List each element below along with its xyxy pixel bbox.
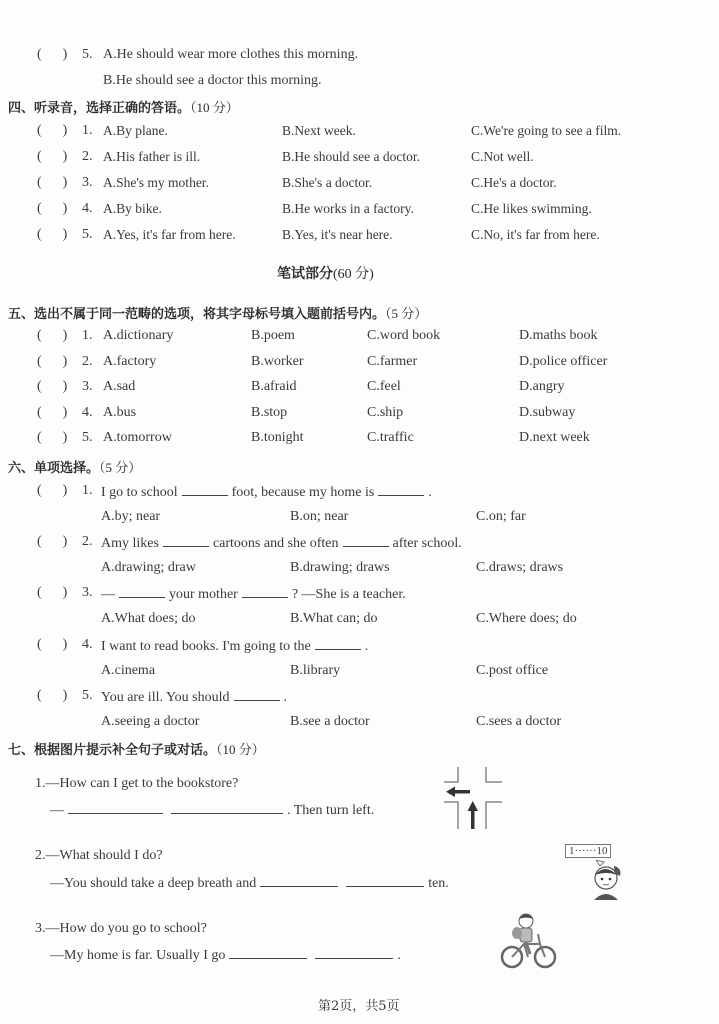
speech-bubble: 1······10 bbox=[565, 844, 611, 858]
option-c: C.He likes swimming. bbox=[471, 201, 592, 216]
question-number: 4. bbox=[82, 404, 93, 420]
question-stem: Amy likes cartoons and she often after school. bbox=[101, 536, 462, 552]
option-b: B.library bbox=[290, 662, 341, 678]
question-number: 5. bbox=[82, 47, 93, 62]
answer-blank[interactable] bbox=[182, 483, 228, 496]
question-number: 2. bbox=[82, 149, 93, 164]
option-b: B.worker bbox=[251, 353, 304, 369]
answer-bracket[interactable]: ( ) bbox=[37, 534, 68, 550]
option-a: A.By bike. bbox=[103, 201, 162, 216]
question-number: 1. bbox=[82, 483, 93, 498]
option-c: C.farmer bbox=[367, 353, 418, 369]
question-number: 4. bbox=[82, 201, 93, 216]
question-number: 1. bbox=[82, 328, 93, 343]
answer-blank[interactable] bbox=[378, 483, 424, 496]
option-b: B.Next week. bbox=[282, 123, 356, 138]
option-a: A.His father is ill. bbox=[103, 149, 201, 164]
written-part-title: 笔试部分(60 分) bbox=[277, 266, 374, 282]
question-number: 5. bbox=[82, 687, 93, 703]
option-a: A.bus bbox=[103, 404, 137, 420]
answer-blank[interactable] bbox=[315, 637, 361, 650]
option-a: A.by; near bbox=[101, 509, 161, 524]
answer-bracket[interactable]: ( ) bbox=[37, 404, 68, 420]
answer-bracket[interactable]: ( ) bbox=[37, 201, 68, 216]
option-d: D.maths book bbox=[519, 328, 598, 343]
section-6-heading: 六、单项选择。（5 分） bbox=[8, 460, 142, 476]
question-number: 3. bbox=[82, 379, 93, 394]
answer-bracket[interactable]: ( ) bbox=[37, 175, 68, 190]
answer-bracket[interactable]: ( ) bbox=[37, 483, 68, 498]
option-b: B.see a doctor bbox=[290, 713, 370, 729]
question-stem: You are ill. You should . bbox=[101, 689, 287, 705]
option-c: C.traffic bbox=[367, 430, 414, 445]
crossroads-arrows-icon bbox=[440, 765, 510, 833]
answer-bracket[interactable]: ( ) bbox=[37, 585, 68, 601]
answer-blank[interactable] bbox=[343, 534, 389, 547]
s7-q3-question: 3.—How do you go to school? bbox=[35, 921, 207, 936]
answer-blank[interactable] bbox=[234, 688, 280, 701]
answer-bracket[interactable]: ( ) bbox=[37, 328, 68, 343]
question-number: 2. bbox=[82, 534, 93, 550]
option-b: B.tonight bbox=[251, 430, 304, 445]
option-a: A.drawing; draw bbox=[101, 560, 196, 576]
option-d: D.police officer bbox=[519, 353, 608, 369]
answer-blank[interactable] bbox=[229, 946, 307, 959]
answer-bracket[interactable]: ( ) bbox=[37, 379, 68, 394]
section-5-heading: 五、选出不属于同一范畴的选项，将其字母标号填入题前括号内。（5 分） bbox=[8, 306, 428, 322]
option-a: A.cinema bbox=[101, 662, 156, 678]
question-number: 4. bbox=[82, 636, 93, 652]
question-stem: I want to read books. I'm going to the . bbox=[101, 638, 369, 654]
option-d: D.angry bbox=[519, 379, 565, 394]
answer-blank[interactable] bbox=[260, 874, 338, 887]
option-b: B.He works in a factory. bbox=[282, 201, 414, 216]
option-a: A.Yes, it's far from here. bbox=[103, 227, 236, 242]
answer-blank[interactable] bbox=[346, 874, 424, 887]
question-number: 2. bbox=[82, 353, 93, 369]
section-7-heading: 七、根据图片提示补全句子或对话。（10 分） bbox=[8, 742, 265, 758]
answer-bracket[interactable]: ( ) bbox=[37, 430, 68, 445]
option-a: A.sad bbox=[103, 379, 136, 394]
option-a: A.She's my mother. bbox=[103, 175, 209, 190]
answer-blank[interactable] bbox=[171, 801, 283, 814]
option-c: C.We're going to see a film. bbox=[471, 123, 622, 138]
option-b: B.What can; do bbox=[290, 611, 378, 627]
section-4-heading: 四、听录音，选择正确的答语。（10 分） bbox=[8, 100, 239, 116]
question-stem: I go to school foot, because my home is . bbox=[101, 485, 432, 500]
girl-counting-icon bbox=[586, 860, 631, 902]
s7-q1-question: 1.—How can I get to the bookstore? bbox=[35, 776, 239, 791]
s7-q2-question: 2.—What should I do? bbox=[35, 848, 163, 863]
option-a: A.tomorrow bbox=[103, 430, 172, 445]
answer-bracket[interactable]: ( ) bbox=[37, 149, 68, 164]
question-number: 5. bbox=[82, 227, 93, 242]
option-b: B.Yes, it's near here. bbox=[282, 227, 393, 242]
answer-blank[interactable] bbox=[68, 801, 163, 814]
option-a: A.factory bbox=[103, 353, 157, 369]
s7-q1-answer: — . Then turn left. bbox=[50, 803, 375, 818]
question-number: 5. bbox=[82, 430, 93, 445]
s7-q3-answer: —My home is far. Usually I go . bbox=[50, 948, 401, 963]
question-number: 3. bbox=[82, 175, 93, 190]
option-d: D.next week bbox=[519, 430, 590, 445]
option-a: A.seeing a doctor bbox=[101, 713, 200, 729]
option-b: B.drawing; draws bbox=[290, 560, 390, 576]
s7-q2-answer: —You should take a deep breath and ten. bbox=[50, 876, 449, 891]
option-c: C.Not well. bbox=[471, 149, 534, 164]
answer-bracket[interactable]: ( ) bbox=[37, 227, 68, 242]
answer-blank[interactable] bbox=[242, 585, 288, 598]
option-b: B.poem bbox=[251, 328, 295, 343]
answer-bracket[interactable]: ( ) bbox=[37, 353, 68, 369]
question-number: 1. bbox=[82, 123, 93, 138]
option-b: B.He should see a doctor. bbox=[282, 149, 420, 164]
option-a: A.He should wear more clothes this morning. bbox=[103, 47, 359, 62]
option-b: B.afraid bbox=[251, 379, 297, 394]
option-a: A.By plane. bbox=[103, 123, 168, 138]
answer-bracket[interactable]: ( ) bbox=[37, 636, 68, 652]
option-b: B.stop bbox=[251, 404, 288, 420]
option-c: C.word book bbox=[367, 328, 441, 343]
option-a: A.What does; do bbox=[101, 611, 196, 627]
answer-blank[interactable] bbox=[119, 585, 165, 598]
option-a: A.dictionary bbox=[103, 328, 174, 343]
option-c: C.on; far bbox=[476, 509, 526, 524]
option-b: B.She's a doctor. bbox=[282, 175, 373, 190]
answer-bracket[interactable]: ( ) bbox=[37, 47, 68, 62]
option-c: C.post office bbox=[476, 662, 549, 678]
boy-on-bike-icon bbox=[500, 912, 560, 970]
answer-bracket[interactable]: ( ) bbox=[37, 123, 68, 138]
answer-bracket[interactable]: ( ) bbox=[37, 687, 68, 703]
question-stem: — your mother ? —She is a teacher. bbox=[101, 587, 406, 603]
option-b: B.He should see a doctor this morning. bbox=[103, 73, 322, 88]
option-c: C.No, it's far from here. bbox=[471, 227, 600, 242]
answer-blank[interactable] bbox=[163, 534, 209, 547]
option-c: C.He's a doctor. bbox=[471, 175, 557, 190]
option-d: D.subway bbox=[519, 404, 576, 420]
option-c: C.feel bbox=[367, 379, 401, 394]
option-c: C.Where does; do bbox=[476, 611, 577, 627]
option-c: C.draws; draws bbox=[476, 560, 564, 576]
page-indicator: 第2页，共5页 bbox=[318, 999, 400, 1014]
option-c: C.ship bbox=[367, 404, 404, 420]
question-number: 3. bbox=[82, 585, 93, 601]
option-c: C.sees a doctor bbox=[476, 713, 562, 729]
answer-blank[interactable] bbox=[315, 946, 393, 959]
option-b: B.on; near bbox=[290, 509, 349, 524]
